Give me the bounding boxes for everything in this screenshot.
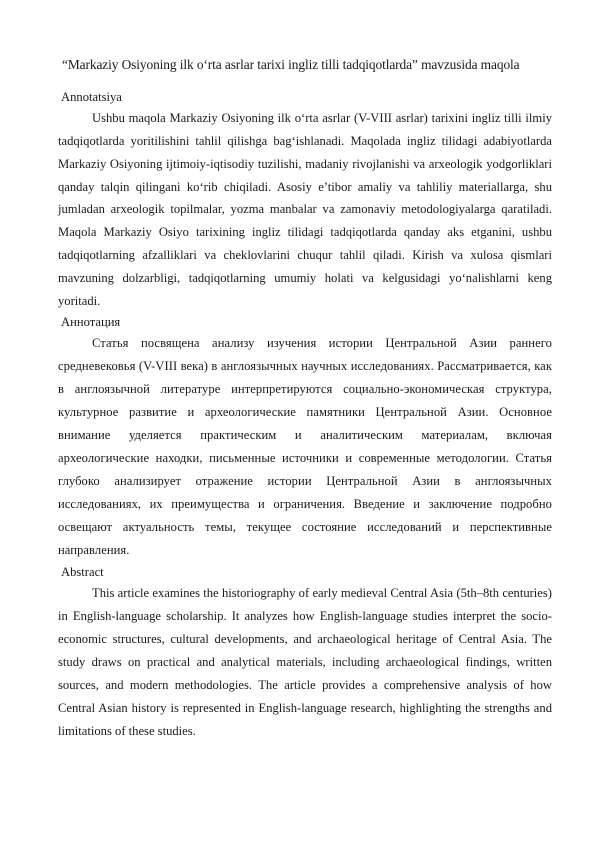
- article-title: “Markaziy Osiyoning ilk o‘rta asrlar tarixi ingliz tilli tadqiqotlarda” mavzusida maqola: [62, 57, 520, 72]
- uzbek-annotation-text: Ushbu maqola Markaziy Osiyoning ilk o‘rta asrlar (V-VIII asrlar) tarixini ingliz tilli ilmiy tadqiqotlarda yoritilishini tahlil qilishga bag‘ishlanadi. Maqolada ingliz tilidagi adabiyotlarda Markaziy Osiyoning ijtimoiy-iqtisodiy tuzilishi, madaniy rivojlanishi va arxeologik yodgorliklari qanday talqin qilingani ko‘rib chiqiladi. Asosiy e’tibor amaliy va tahliliy materiallarga, shu jumladan arxeologik topilmalar, yozma manbalar va zamonaviy metodologiyalarga qaratiladi. Maqola Markaziy Osiyo tarixining ingliz tilidagi tadqiqotlarda qanday aks etganini, ushbu tadqiqotlarning afzalliklari va cheklovlarini chuqur tahlil qiladi. Kirish va xulosa qismlari mavzuning dolzarbligi, tadqiqotlarning umumiy holati va kelgusidagi yo‘nalishlarni keng yoritadi.: [58, 111, 552, 308]
- english-abstract-heading: Abstract: [61, 564, 104, 579]
- uzbek-annotation-heading: Annotatsiya: [61, 90, 122, 104]
- russian-annotation-heading: Аннотация: [61, 314, 121, 329]
- russian-annotation-text: Статья посвящена анализу изучения истории Центральной Азии раннего средневековья (V-VIII века) в англоязычных научных исследованиях. Рассматривается, как в англоязычной литературе интерпретируются социально-экономическая структура, культурное развитие и археологические памятники Центральной Азии. Основное внимание уделяется практическим и аналитическим материалам, включая археологические находки, письменные источники и современные методологии. Статья глубоко анализирует отражение истории Центральной Азии в англоязычных исследованиях, их преимущества и ограничения. Введение и заключение подробно освещают актуальность темы, текущее состояние исследований и перспективные направления.: [58, 335, 552, 558]
- document-page: [58, 56, 552, 743]
- english-abstract-text: This article examines the historiography of early medieval Central Asia (5th–8th centuries) in English-language scholarship. It analyzes how English-language studies interpret the socio-economic structures, cultural developments, and archaeological heritage of Central Asia. The study draws on practical and analytical materials, including archaeological findings, written sources, and modern methodologies. The article provides a comprehensive analysis of how Central Asian history is represented in English-language research, highlighting the strengths and limitations of these studies.: [58, 585, 552, 738]
